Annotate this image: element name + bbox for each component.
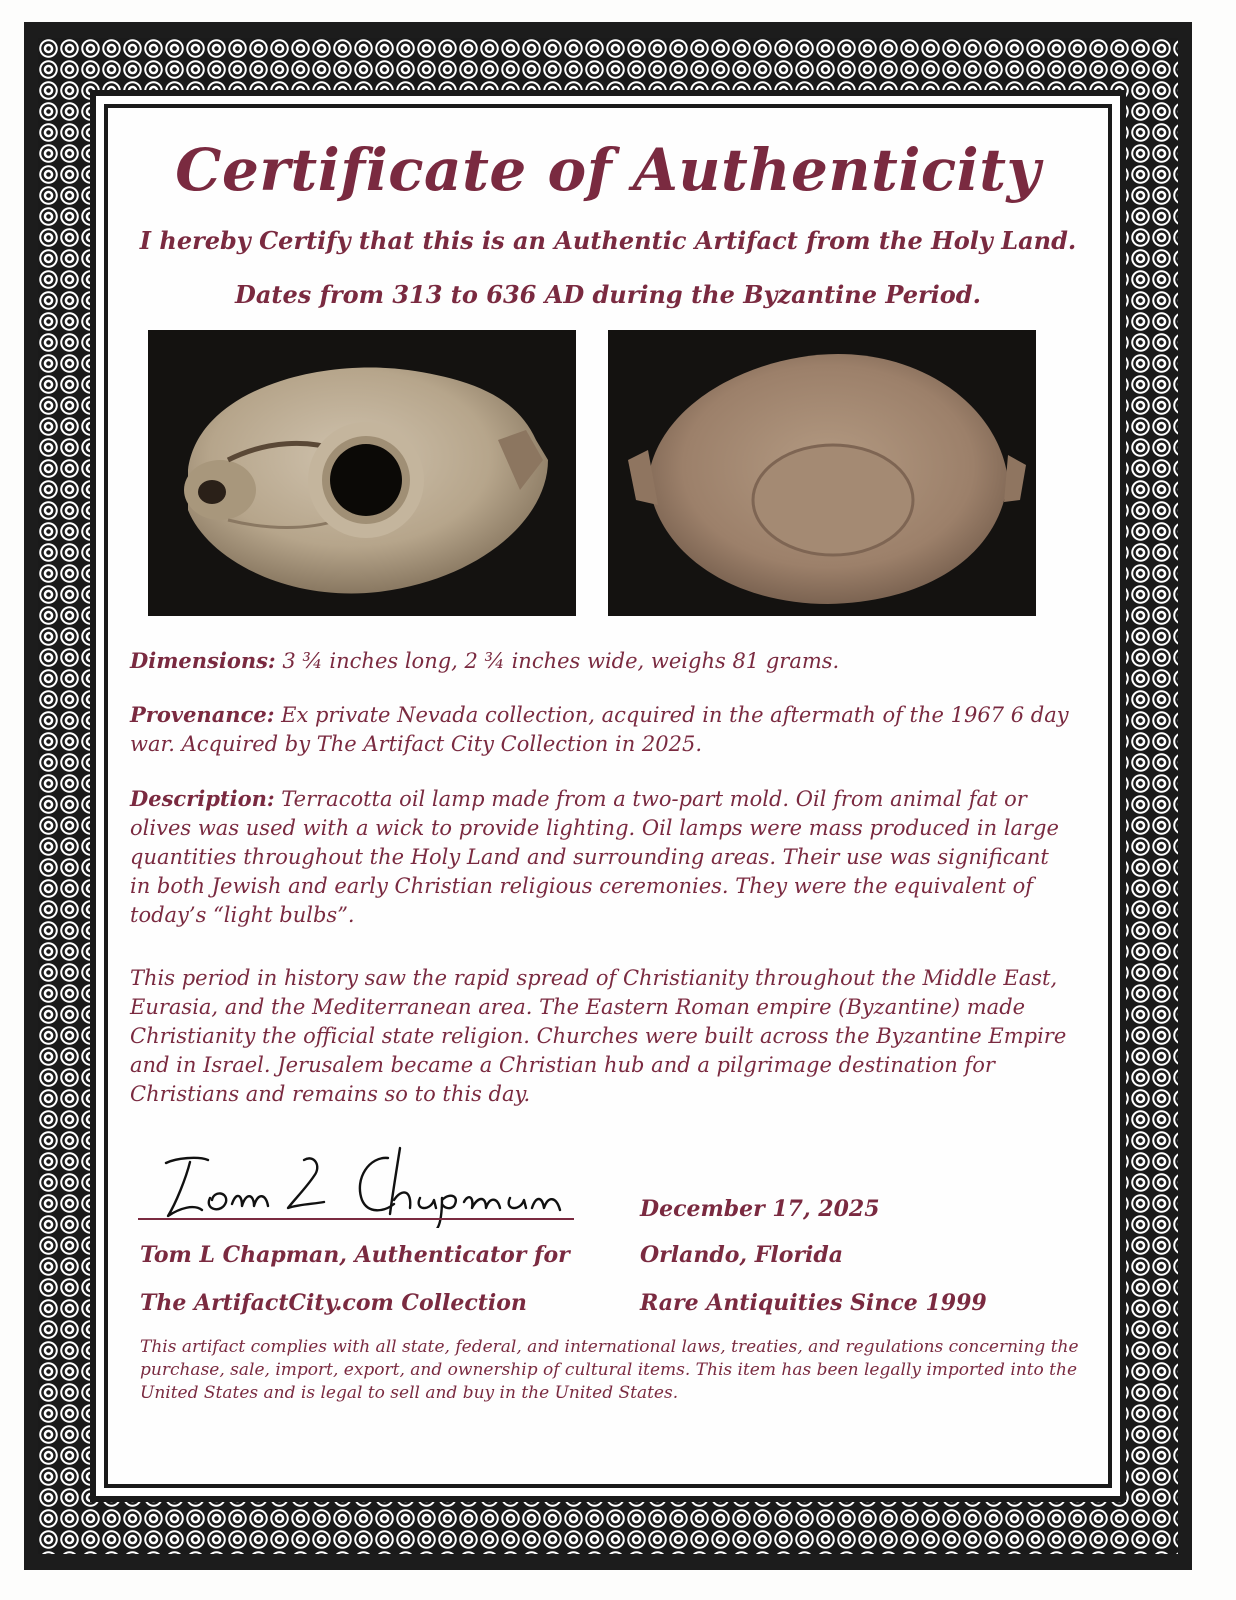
authenticator-name: Tom L Chapman, Authenticator for <box>140 1242 570 1268</box>
certificate-content <box>108 108 1108 1484</box>
signature-line <box>138 1218 574 1220</box>
oil-lamp-bottom-photo <box>608 330 1036 616</box>
provenance-label: Provenance: <box>130 702 275 727</box>
company-tagline: Rare Antiquities Since 1999 <box>640 1290 987 1316</box>
provenance-paragraph <box>130 700 1070 759</box>
collection-name: The ArtifactCity.com Collection <box>140 1290 527 1316</box>
dimensions-text: 3 ¾ inches long, 2 ¾ inches wide, weighs 81 grams. <box>275 649 840 673</box>
certificate-title: Certificate of Authenticity <box>175 136 1041 204</box>
description-paragraph <box>130 784 1070 930</box>
oil-lamp-top-image <box>148 330 576 616</box>
handwritten-signature <box>138 1118 578 1228</box>
legal-compliance-statement: This artifact complies with all state, federal, and international laws, treaties, and regulations concerning the purchase, sale, import, export, and ownership of cultural items. This item has been legally imported into the United States and is legal to sell and buy in the United States. <box>140 1337 1079 1403</box>
description-label: Description: <box>130 786 275 811</box>
dating-statement: Dates from 313 to 636 AD during the Byzantine Period. <box>235 280 981 309</box>
certification-statement: I hereby Certify that this is an Authentic Artifact from the Holy Land. <box>139 226 1077 255</box>
oil-lamp-top-photo <box>148 330 576 616</box>
history-paragraph: This period in history saw the rapid spread of Christianity throughout the Middle East, Eurasia, and the Mediterranean area. The Eastern Roman empire (Byzantine) made Christianity the official state religion. Churches were built across the Byzantine Empire and in Israel. Jerusalem became a Christian hub and a pilgrimage destination for Christians and remains so to this day. <box>130 966 1067 1106</box>
dimensions-label: Dimensions: <box>130 648 276 673</box>
description-text: Terracotta oil lamp made from a two-part mold. Oil from animal fat or olives was used with a wick to provide lighting. Oil lamps were mass produced in large quantities throughout the Holy Land and surrounding areas. Their use was significant in both Jewish and early Christian religious ceremonies. They were the equivalent of today’s “light bulbs”. <box>130 787 1059 927</box>
issue-location: Orlando, Florida <box>640 1242 843 1268</box>
provenance-text: Ex private Nevada collection, acquired in the aftermath of the 1967 6 day war. Acquired by The Artifact City Collection in 2025. <box>130 703 1069 756</box>
oil-lamp-bottom-image <box>608 330 1036 616</box>
dimensions-paragraph <box>130 646 1070 676</box>
issue-date: December 17, 2025 <box>640 1196 880 1222</box>
signature-image <box>138 1118 578 1228</box>
